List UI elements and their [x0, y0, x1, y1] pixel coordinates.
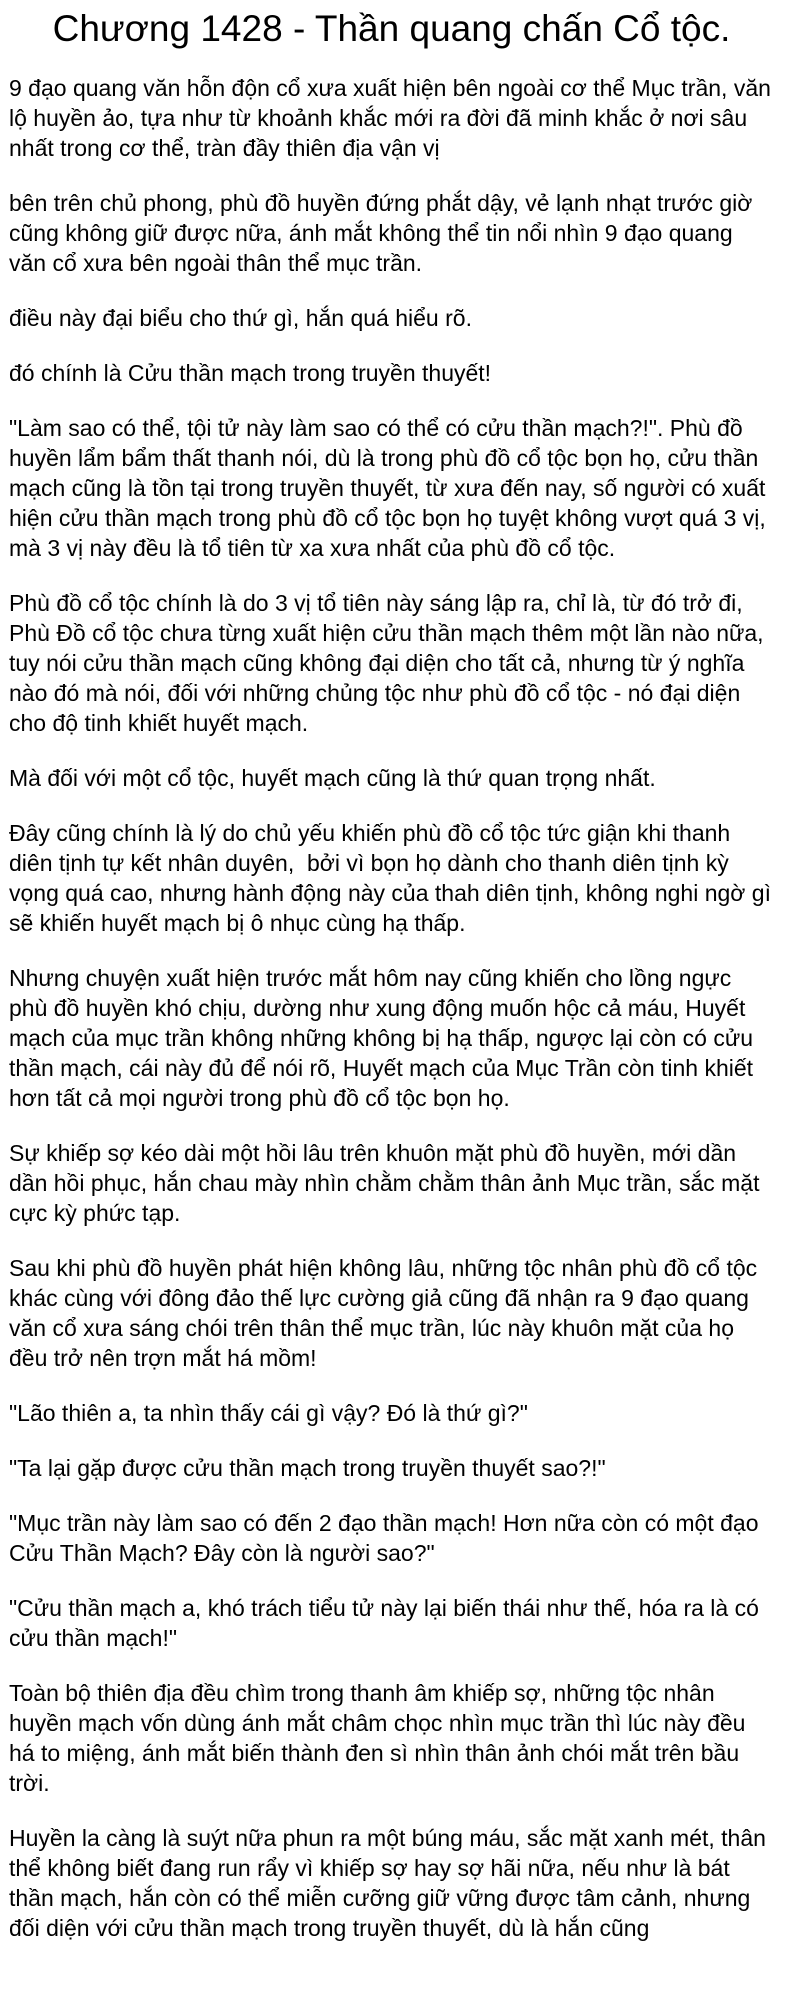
- paragraph: bên trên chủ phong, phù đồ huyền đứng phắt dậy, vẻ lạnh nhạt trước giờ cũng không giữ được nữa, ánh mắt không thể tin nổi nhìn 9 đạo quang văn cổ xưa bên ngoài thân thể mục trần.: [9, 190, 759, 277]
- paragraph: Huyền la càng là suýt nữa phun ra một búng máu, sắc mặt xanh mét, thân thể không biết đang run rẩy vì khiếp sợ hay sợ hãi nữa, nếu như là bát thần mạch, hắn còn có thể miễn cưỡng giữ vững được tâm cảnh, nhưng đối diện với cửu thần mạch trong truyền thuyết, dù là hắn cũng: [9, 1825, 773, 1942]
- paragraph: Đây cũng chính là lý do chủ yếu khiến phù đồ cổ tộc tức giận khi thanh diên tịnh tự kết nhân duyên, bởi vì bọn họ dành cho thanh diên tịnh kỳ vọng quá cao, nhưng hành động này của thah diên tịnh, không nghi ngờ gì sẽ khiến huyết mạch bị ô nhục cùng hạ thấp.: [9, 820, 778, 937]
- chapter-title: Chương 1428 - Thần quang chấn Cổ tộc.: [52, 8, 731, 49]
- paragraph: Sự khiếp sợ kéo dài một hồi lâu trên khuôn mặt phù đồ huyền, mới dần dần hồi phục, hắn chau mày nhìn chằm chằm thân ảnh Mục trần, sắc mặt cực kỳ phức tạp.: [9, 1140, 766, 1227]
- paragraph: Nhưng chuyện xuất hiện trước mắt hôm nay cũng khiến cho lồng ngực phù đồ huyền khó chịu, dường như xung động muốn hộc cả máu, Huyết mạch của mục trần không những không bị hạ thấp, ngược lại còn có cửu thần mạch, cái này đủ để nói rõ, Huyết mạch của Mục Trần còn tinh khiết hơn tất cả mọi người trong phù đồ cổ tộc bọn họ.: [9, 965, 760, 1112]
- paragraph: Sau khi phù đồ huyền phát hiện không lâu, những tộc nhân phù đồ cổ tộc khác cùng với đông đảo thế lực cường giả cũng đã nhận ra 9 đạo quang văn cổ xưa sáng chói trên thân thể mục trần, lúc này khuôn mặt của họ đều trở nên trợn mắt há mồm!: [9, 1255, 764, 1372]
- paragraph: đó chính là Cửu thần mạch trong truyền thuyết!: [9, 360, 492, 387]
- paragraph: "Lão thiên a, ta nhìn thấy cái gì vậy? Đó là thứ gì?": [9, 1400, 528, 1427]
- paragraph: 9 đạo quang văn hỗn độn cổ xưa xuất hiện bên ngoài cơ thể Mục trần, văn lộ huyền ảo, tựa như từ khoảnh khắc mới ra đời đã minh khắc ở nơi sâu nhất trong cơ thể, tràn đầy thiên địa vận vị: [9, 75, 778, 162]
- paragraph: "Làm sao có thể, tội tử này làm sao có thể có cửu thần mạch?!". Phù đồ huyền lẩm bẩm thất thanh nói, dù là trong phù đồ cổ tộc bọn họ, cửu thần mạch cũng là tồn tại trong truyền thuyết, từ xưa đến nay, số người có xuất hiện cửu thần mạch trong phù đồ cổ tộc bọn họ tuyệt không vượt quá 3 vị, mà 3 vị này đều là tổ tiên từ xa xưa nhất của phù đồ cổ tộc.: [9, 415, 773, 562]
- paragraph: điều này đại biểu cho thứ gì, hắn quá hiểu rõ.: [9, 305, 472, 332]
- paragraph: "Mục trần này làm sao có đến 2 đạo thần mạch! Hơn nữa còn có một đạo Cửu Thần Mạch? Đây còn là người sao?": [9, 1510, 765, 1567]
- paragraph: "Ta lại gặp được cửu thần mạch trong truyền thuyết sao?!": [9, 1455, 606, 1482]
- paragraph: Phù đồ cổ tộc chính là do 3 vị tổ tiên này sáng lập ra, chỉ là, từ đó trở đi, Phù Đồ cổ tộc chưa từng xuất hiện cửu thần mạch thêm một lần nào nữa, tuy nói cửu thần mạch cũng không đại diện cho tất cả, nhưng từ ý nghĩa nào đó mà nói, đối với những chủng tộc như phù đồ cổ tộc - nó đại diện cho độ tinh khiết huyết mạch.: [9, 590, 770, 737]
- paragraph: Toàn bộ thiên địa đều chìm trong thanh âm khiếp sợ, những tộc nhân huyền mạch vốn dùng ánh mắt châm chọc nhìn mục trần thì lúc này đều há to miệng, ánh mắt biến thành đen sì nhìn thân ảnh chói mắt trên bầu trời.: [9, 1680, 752, 1797]
- paragraph: "Cửu thần mạch a, khó trách tiểu tử này lại biến thái như thế, hóa ra là có cửu thần mạch!": [9, 1595, 766, 1652]
- paragraph: Mà đối với một cổ tộc, huyết mạch cũng là thứ quan trọng nhất.: [9, 765, 656, 792]
